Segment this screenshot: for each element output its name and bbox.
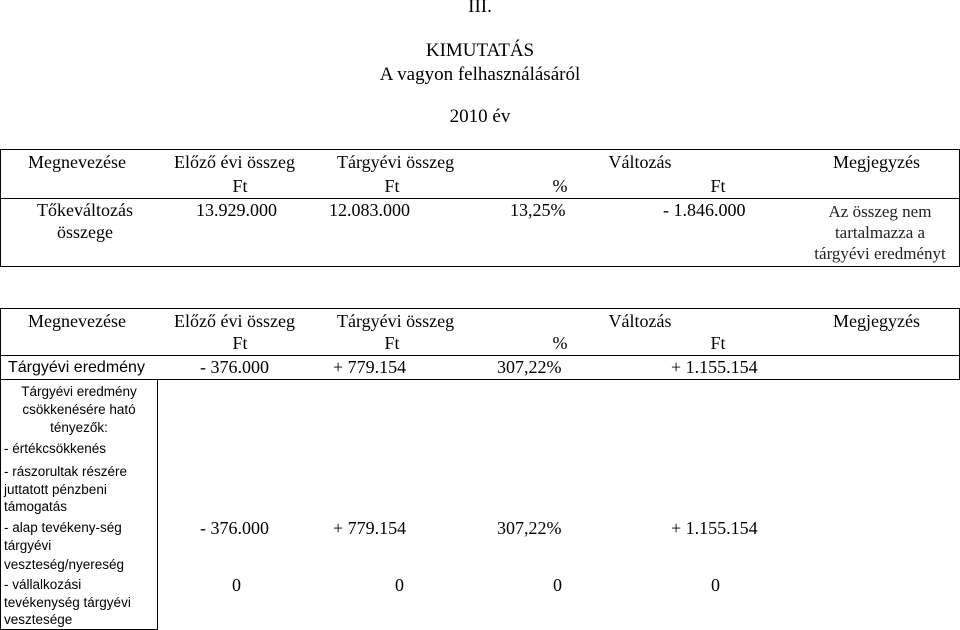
t2-unit-ft: Ft — [710, 333, 726, 353]
page-number: III. — [468, 0, 492, 17]
factor-business-line1: - vállalkozási — [4, 577, 82, 592]
row-note-line3: tárgyévi eredményt — [814, 244, 946, 263]
basic-row-prev: - 376.000 — [200, 518, 269, 538]
t2-col-header-change: Változás — [608, 311, 672, 331]
factor-basic-line3: veszteség/nyereség — [4, 557, 125, 572]
col-header-change: Változás — [608, 152, 672, 172]
report-year: 2010 év — [449, 106, 511, 127]
basic-row-ft: + 1.155.154 — [671, 518, 758, 538]
basic-row-curr: + 779.154 — [333, 518, 407, 538]
factors-heading-line1: Tárgyévi eredmény — [21, 384, 137, 399]
factors-heading-line3: tényezők: — [50, 420, 108, 435]
unit-pct: % — [552, 176, 568, 196]
factor-support-line1: - rászorultak részére — [4, 464, 128, 479]
t2-col-header-name: Megnevezése — [28, 311, 126, 331]
result-row-curr: + 779.154 — [333, 357, 407, 377]
factor-support-line3: támogatás — [4, 499, 68, 514]
col-header-name: Megnevezése — [28, 152, 126, 172]
t2-col-header-curr: Tárgyévi összeg — [337, 311, 455, 331]
row-name-line1: Tőkeváltozás — [37, 200, 133, 220]
t2-unit-pct: % — [552, 333, 568, 353]
business-row-ft: 0 — [711, 575, 720, 595]
factor-basic-line1: - alap tevékeny-ség — [4, 520, 122, 535]
row-ft-value: - 1.846.000 — [663, 200, 746, 220]
result-row-name: Tárgyévi eredmény — [8, 359, 145, 376]
t2-col-header-note: Megjegyzés — [833, 311, 920, 331]
row-pct-value: 13,25% — [510, 200, 566, 220]
t2-col-header-prev: Előző évi összeg — [174, 311, 295, 331]
unit-ft: Ft — [710, 176, 726, 196]
col-header-prev: Előző évi összeg — [174, 152, 295, 172]
col-header-curr: Tárgyévi összeg — [337, 152, 455, 172]
result-row-pct: 307,22% — [497, 357, 562, 377]
col-header-note: Megjegyzés — [833, 152, 920, 172]
unit-curr: Ft — [384, 176, 400, 196]
factor-business-line2: tevékenység tárgyévi — [4, 595, 131, 610]
business-row-prev: 0 — [232, 575, 241, 595]
basic-row-pct: 307,22% — [497, 518, 562, 538]
document-title: KIMUTATÁS — [425, 40, 535, 61]
row-note-line2: tartalmazza a — [834, 223, 926, 242]
row-note-line1: Az összeg nem — [828, 202, 932, 221]
factor-depreciation: - értékcsökkenés — [4, 441, 107, 456]
business-row-curr: 0 — [395, 575, 404, 595]
factor-basic-line2: tárgyévi — [4, 538, 52, 553]
document-subtitle: A vagyon felhasználásáról — [379, 64, 581, 85]
result-row-prev: - 376.000 — [200, 357, 269, 377]
factors-heading-line2: csökkenésére ható — [22, 402, 136, 417]
business-row-pct: 0 — [553, 575, 562, 595]
row-prev-value: 13.929.000 — [196, 200, 277, 220]
t2-unit-prev: Ft — [232, 333, 248, 353]
factor-business-line3: vesztesége — [4, 612, 73, 627]
unit-prev: Ft — [232, 176, 248, 196]
t2-unit-curr: Ft — [384, 333, 400, 353]
result-row-ft: + 1.155.154 — [671, 357, 758, 377]
factor-support-line2: juttatott pénzbeni — [4, 482, 107, 497]
row-name-line2: összege — [57, 222, 113, 242]
row-curr-value: 12.083.000 — [329, 200, 410, 220]
